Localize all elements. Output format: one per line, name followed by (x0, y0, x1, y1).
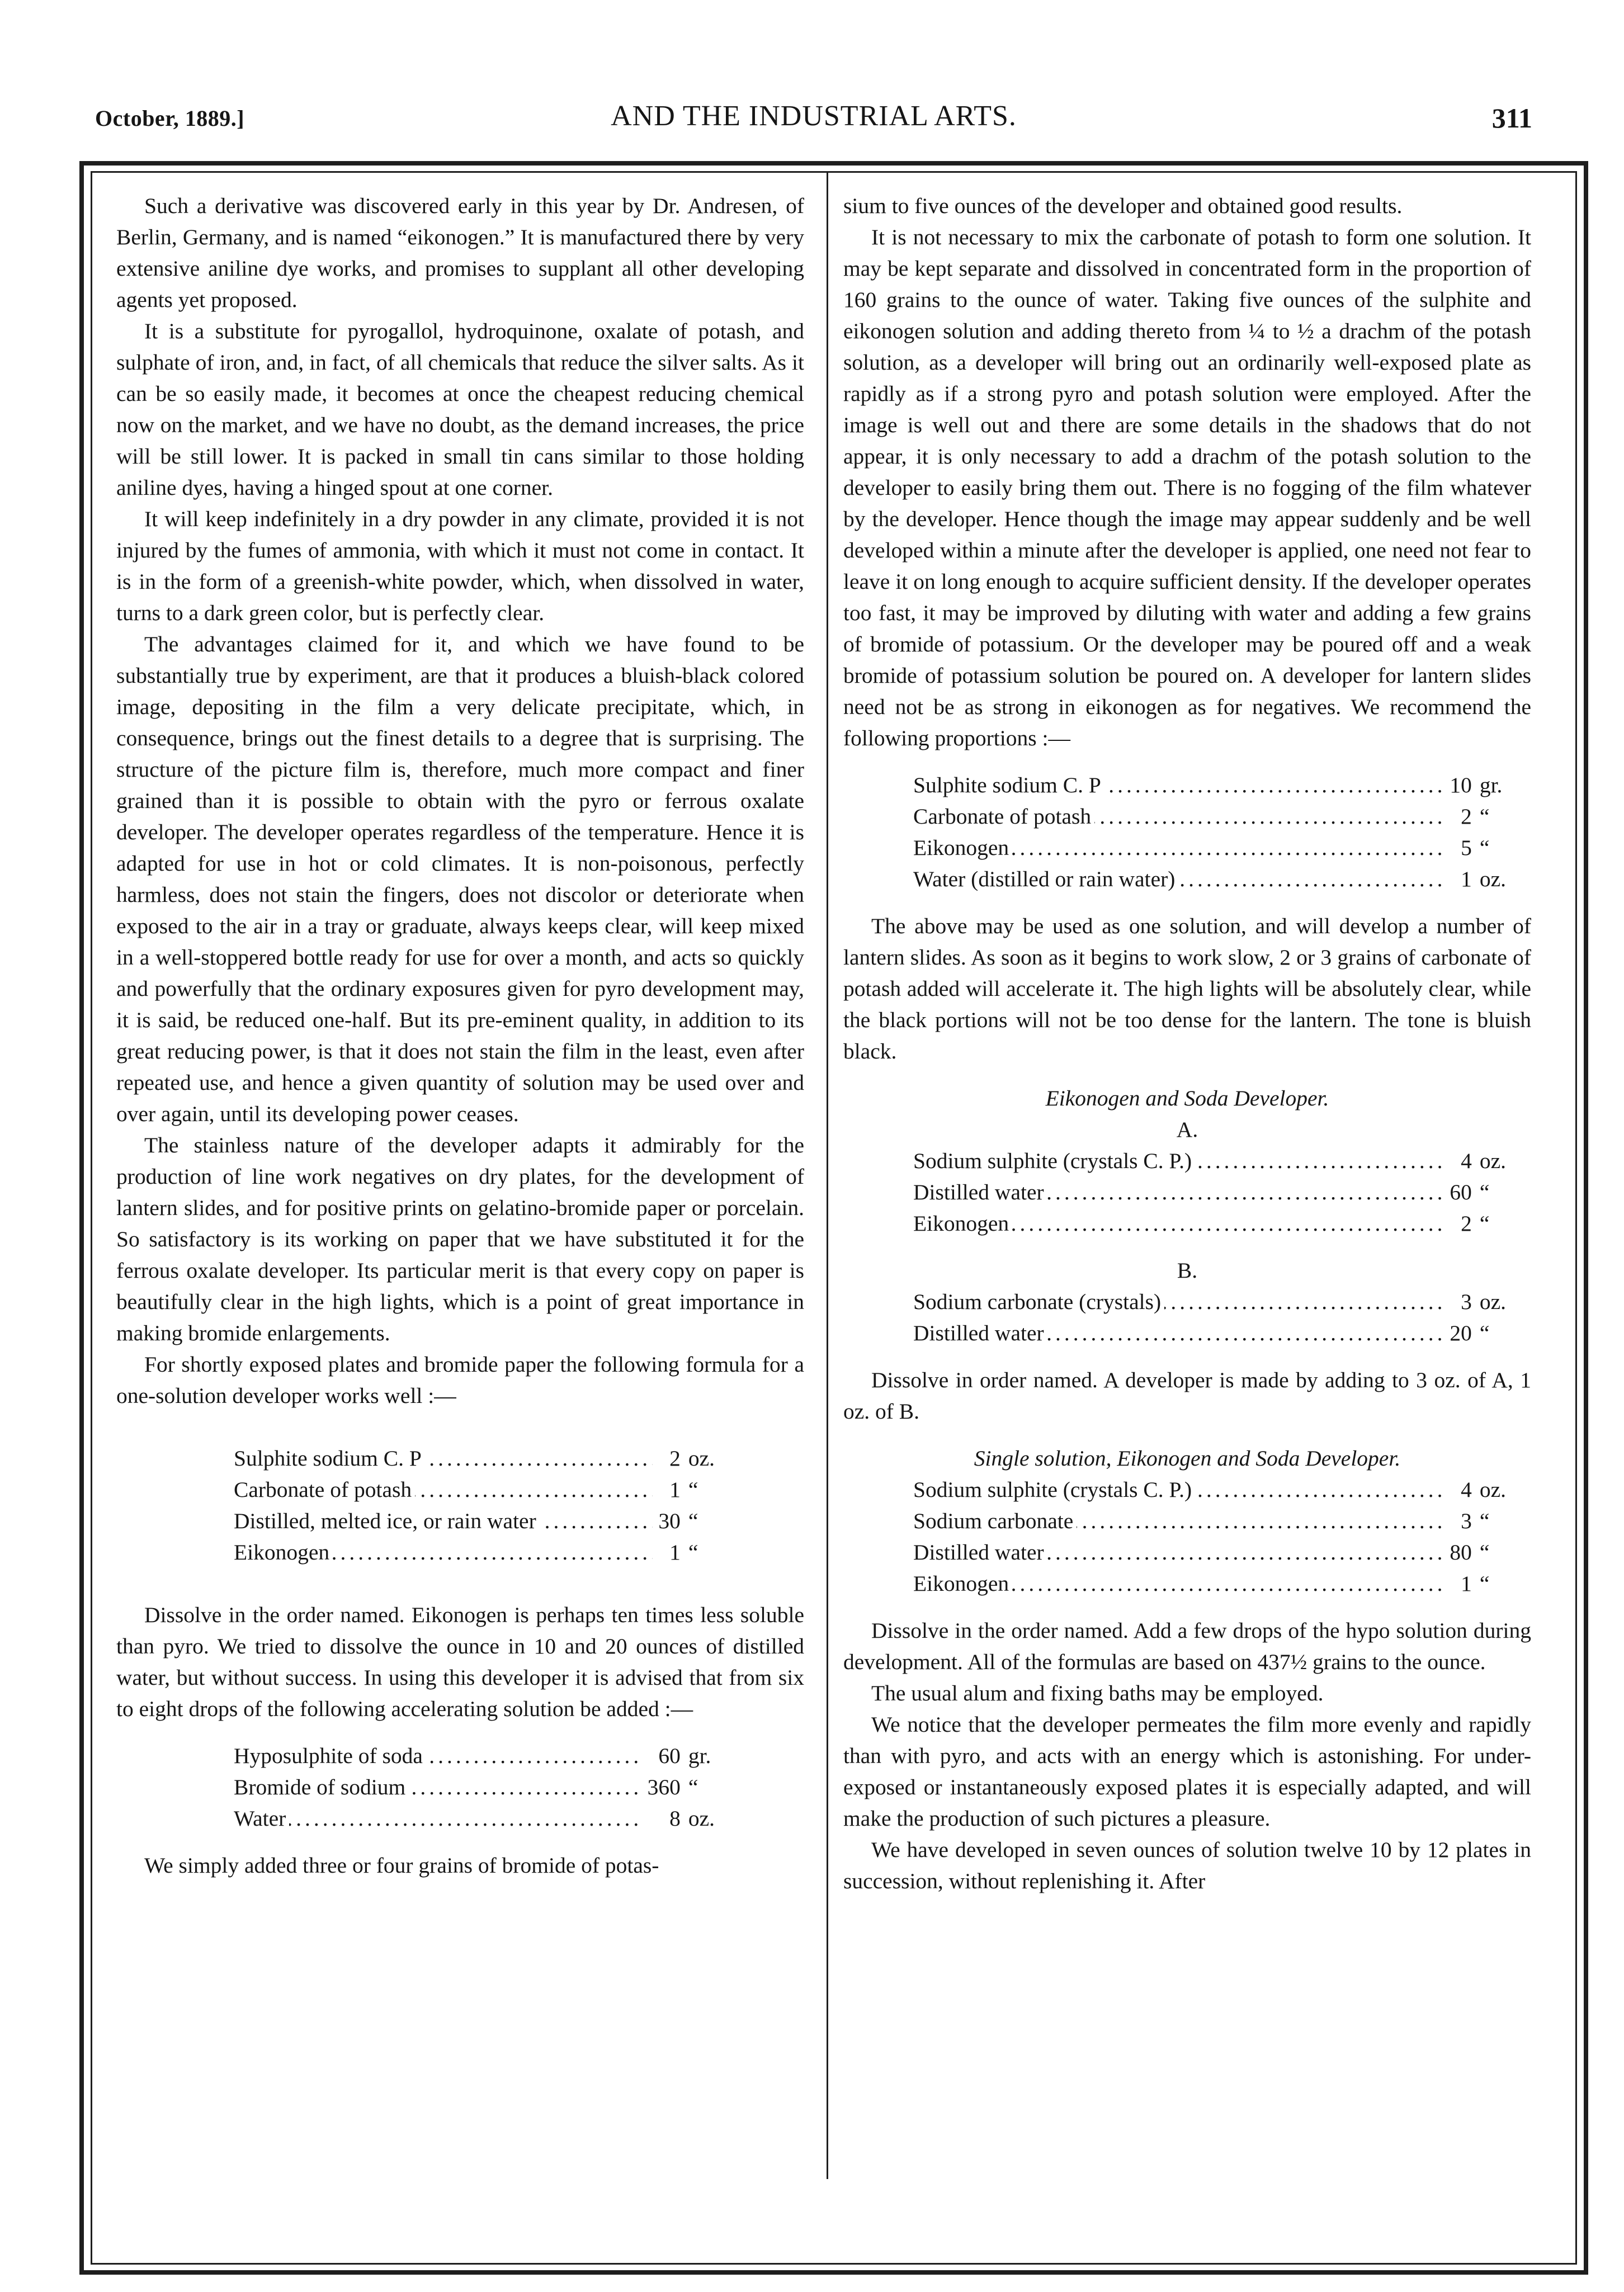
formula-row (913, 1145, 1506, 1176)
formula-row (913, 1176, 1506, 1208)
ingredient-unit: “ (1479, 1571, 1490, 1596)
ingredient-name: Sulphite sodium C. P (234, 1446, 425, 1471)
formula-row (234, 1505, 715, 1537)
formula-table (234, 1443, 715, 1568)
ingredient-quantity: 3 (1461, 1289, 1472, 1314)
ingredient-name: Water (distilled or rain water) (913, 867, 1178, 891)
paragraph: Dissolve in order named. A developer is made by adding to 3 oz. of A, 1 oz. of B. (843, 1368, 1531, 1424)
ingredient-name: Eikonogen (234, 1540, 333, 1565)
page-header (95, 95, 1532, 145)
formula-row (913, 769, 1506, 801)
formula-table (913, 1145, 1506, 1239)
ingredient-unit: “ (1479, 1180, 1490, 1204)
formula-row (234, 1740, 715, 1771)
ingredient-unit: “ (688, 1509, 698, 1533)
ingredient-name: Bromide of sodium (234, 1775, 409, 1799)
ingredient-quantity: 10 (1450, 773, 1472, 797)
ingredient-name: Carbonate of potash (913, 804, 1094, 829)
ingredient-name: Distilled water (913, 1321, 1047, 1345)
ingredient-name: Eikonogen (913, 1571, 1012, 1596)
page-number: 311 (1491, 102, 1532, 134)
formula-table (913, 1286, 1506, 1349)
ingredient-quantity: 1 (669, 1540, 681, 1565)
ingredient-quantity: 360 (647, 1775, 681, 1799)
ingredient-quantity: 60 (1450, 1180, 1472, 1204)
paragraph: Dissolve in the order named. Add a few drops of the hypo solution during development. All of the formulas are based on 437½ grains to the ounce. (843, 1618, 1531, 1674)
paragraph: The advantages claimed for it, and which we have found to be substantially true by experiment, are that it produces a bluish-black colored image, depositing in the film a very delicate precipitate, which, in consequence, brings out the finest details to a degree that is surprising. The structure of the picture film is, therefore, much more compact and finer grained than it is possible to obtain with the pyro or ferrous oxalate developer. The developer operates regardless of the temperature. Hence it is adapted for use in hot or cold climates. It is non-poisonous, perfectly harmless, does not stain the fingers, does not discolor or deteriorate when exposed to the air in a tray or graduate, always keeps clear, will keep mixed in a well-stoppered bottle ready for use for over a month, and acts so quickly and powerfully that the ordinary exposures given for pyro development may, it is said, be reduced one-half. But its pre-eminent quality, in addition to its great reducing power, is that it does not stain the film in the least, even after repeated use, and hence a given quantity of solution may be used over and over again, until its developing power ceases. (116, 632, 804, 1126)
ingredient-quantity: 2 (1461, 1211, 1472, 1236)
right-column (843, 190, 1531, 1897)
column-divider (827, 173, 828, 2179)
ingredient-quantity: 80 (1450, 1540, 1472, 1565)
section-heading: Single solution, Eikonogen and Soda Developer. (974, 1446, 1401, 1471)
left-column (116, 190, 804, 1881)
ingredient-quantity: 1 (1461, 867, 1472, 891)
ingredient-unit: gr. (688, 1743, 711, 1768)
paragraph: Such a derivative was discovered early in this year by Dr. Andresen, of Berlin, Germany, and is named “eikonogen.” It is manufactured there by very extensive aniline dye works, and promises to supplant all other developing agents yet proposed. (116, 193, 804, 312)
issue-date: October, 1889.] (95, 106, 245, 131)
ingredient-unit: “ (1479, 1321, 1490, 1345)
ingredient-name: Hyposulphite of soda (234, 1743, 426, 1768)
paragraph: We notice that the developer permeates the film more evenly and rapidly than with pyro, and acts with an energy which is astonishing. For under-exposed or instantaneously exposed plates it is especially adapted, and will make the production of such pictures a pleasure. (843, 1712, 1531, 1831)
formula-table (913, 1474, 1506, 1599)
formula-row (913, 1474, 1506, 1505)
formula-row (234, 1537, 715, 1568)
ingredient-quantity: 1 (1461, 1571, 1472, 1596)
ingredient-name: Sodium carbonate (crystals) (913, 1289, 1164, 1314)
formula-row (913, 1505, 1506, 1537)
ingredient-quantity: 4 (1461, 1477, 1472, 1502)
ingredient-name: Water (234, 1806, 289, 1831)
ingredient-unit: “ (688, 1477, 698, 1502)
section-heading: Eikonogen and Soda Developer. (1045, 1086, 1329, 1110)
ingredient-quantity: 30 (658, 1509, 681, 1533)
paragraph: We simply added three or four grains of bromide of potas- (144, 1853, 659, 1878)
ingredient-unit: oz. (1479, 1149, 1506, 1173)
ingredient-quantity: 8 (669, 1806, 681, 1831)
paragraph: It is a substitute for pyrogallol, hydroquinone, oxalate of potash, and sulphate of iron, and, in fact, of all chemicals that reduce the silver salts. As it can be so easily made, it becomes at once the cheapest reducing chemical now on the market, and we have no doubt, as the demand increases, the price will be still lower. It is packed in small tin cans similar to those holding aniline dyes, having a hinged spout at one corner. (116, 319, 804, 500)
formula-table (234, 1740, 715, 1834)
formula-row (913, 863, 1506, 895)
ingredient-name: Distilled water (913, 1540, 1047, 1565)
paragraph: sium to five ounces of the developer and obtained good results. (843, 193, 1403, 218)
ingredient-unit: gr. (1479, 773, 1503, 797)
ingredient-unit: “ (1479, 804, 1490, 829)
ingredient-name: Sodium carbonate (913, 1509, 1077, 1533)
paragraph: The usual alum and fixing baths may be employed. (871, 1681, 1324, 1705)
formula-row (913, 1208, 1506, 1239)
paragraph: The stainless nature of the developer adapts it admirably for the production of line work negatives on dry plates, for the development of lantern slides, and for positive prints on gelatino-bromide paper or porcelain. So satisfactory is its working on paper that we have substituted it for the ferrous oxalate developer. Its particular merit is that every copy on paper is beautifully clear in the high lights, which is a point of great importance in making bromide enlargements. (116, 1133, 804, 1345)
ingredient-name: Eikonogen (913, 835, 1012, 860)
ingredient-name: Eikonogen (913, 1211, 1012, 1236)
paragraph: We have developed in seven ounces of solution twelve 10 by 12 plates in succession, without replenishing it. After (843, 1837, 1531, 1893)
formula-row (913, 832, 1506, 863)
ingredient-name: Distilled, melted ice, or rain water (234, 1509, 540, 1533)
formula-row (234, 1443, 715, 1474)
formula-table (913, 769, 1506, 895)
ingredient-quantity: 20 (1450, 1321, 1472, 1345)
ingredient-quantity: 2 (1461, 804, 1472, 829)
ingredient-name: Sulphite sodium C. P (913, 773, 1104, 797)
part-label: A. (1176, 1117, 1198, 1142)
ingredient-unit: oz. (688, 1806, 715, 1831)
ingredient-unit: “ (1479, 1211, 1490, 1236)
running-title: AND THE INDUSTRIAL ARTS. (611, 100, 1017, 132)
ingredient-name: Distilled water (913, 1180, 1047, 1204)
ingredient-unit: “ (1479, 1509, 1490, 1533)
ingredient-unit: oz. (1479, 1477, 1506, 1502)
paragraph: Dissolve in the order named. Eikonogen is perhaps ten times less soluble than pyro. We tried to dissolve the ounce in 10 and 20 ounces of distilled water, but without success. In using this developer it is advised that from six to eight drops of the following accelerating solution be added :— (116, 1603, 804, 1721)
ingredient-name: Carbonate of potash (234, 1477, 415, 1502)
ingredient-quantity: 5 (1461, 835, 1472, 860)
ingredient-unit: “ (1479, 1540, 1490, 1565)
ingredient-quantity: 2 (669, 1446, 681, 1471)
ingredient-unit: oz. (688, 1446, 715, 1471)
ingredient-quantity: 3 (1461, 1509, 1472, 1533)
paragraph: It is not necessary to mix the carbonate of potash to form one solution. It may be kept separate and dissolved in concentrated form in the proportion of 160 grains to the ounce of water. Taking five ounces of the sulphite and eikonogen solution and adding thereto from ¼ to ½ a drachm of the potash solution, as a developer will bring out an ordinarily well-exposed plate as rapidly as if a strong pyro and potash solution were employed. After the image is well out and there are some details in the shadows that do not appear, it is only necessary to add a drachm of the potash solution to the developer to easily bring them out. There is no fogging of the film whatever by the developer. Hence though the image may appear suddenly and be well developed within a minute after the developer is applied, one need not fear to leave it on long enough to acquire sufficient density. If the developer operates too fast, it may be improved by diluting with water and adding a few grains of bromide of potassium. Or the developer may be poured off and a weak bromide of potassium solution be poured on. A developer for lantern slides need not be as strong in eikonogen as for negatives. We recommend the following proportions :— (843, 225, 1531, 750)
formula-row (913, 1286, 1506, 1317)
formula-row (234, 1474, 715, 1505)
formula-row (234, 1803, 715, 1834)
ingredient-unit: “ (688, 1540, 698, 1565)
ingredient-quantity: 4 (1461, 1149, 1472, 1173)
ingredient-unit: oz. (1479, 1289, 1506, 1314)
formula-row (913, 801, 1506, 832)
paragraph: The above may be used as one solution, and will develop a number of lantern slides. As soon as it begins to work slow, 2 or 3 grains of carbonate of potash added will accelerate it. The high lights will be absolutely clear, while the black portions will not be too dense for the lantern. The tone is bluish black. (843, 914, 1531, 1064)
formula-row (913, 1537, 1506, 1568)
ingredient-quantity: 60 (658, 1743, 681, 1768)
formula-row (913, 1317, 1506, 1349)
formula-row (913, 1568, 1506, 1599)
ingredient-name: Sodium sulphite (crystals C. P.) (913, 1477, 1195, 1502)
part-label: B. (1177, 1258, 1198, 1283)
formula-row (234, 1771, 715, 1803)
paragraph: It will keep indefinitely in a dry powder in any climate, provided it is not injured by the fumes of ammonia, with which it must not come in contact. It is in the form of a greenish-white powder, which, when dissolved in water, turns to a dark green color, but is perfectly clear. (116, 507, 804, 625)
ingredient-name: Sodium sulphite (crystals C. P.) (913, 1149, 1195, 1173)
ingredient-quantity: 1 (669, 1477, 681, 1502)
ingredient-unit: “ (1479, 835, 1490, 860)
ingredient-unit: “ (688, 1775, 698, 1799)
paragraph: For shortly exposed plates and bromide paper the following formula for a one-solution developer works well :— (116, 1352, 804, 1408)
ingredient-unit: oz. (1479, 867, 1506, 891)
